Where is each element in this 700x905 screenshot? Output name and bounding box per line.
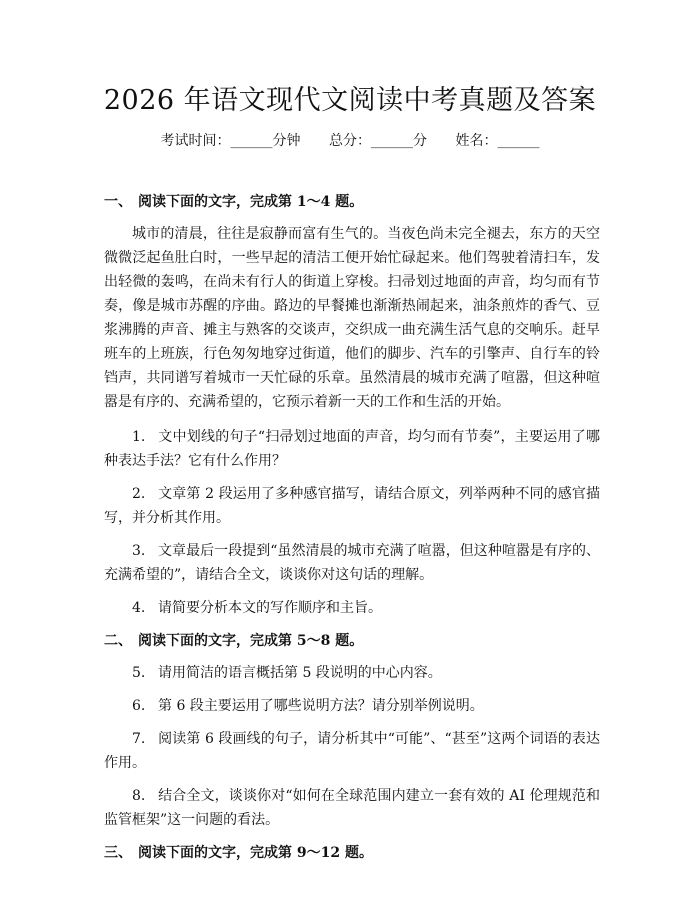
question-text: 文章第 2 段运用了多种感官描写，请结合原文，列举两种不同的感官描写，并分析其作用。 — [104, 486, 600, 526]
question-text: 阅读第 6 段画线的句子，请分析其中“可能”、“甚至”这两个词语的表达作用。 — [104, 731, 600, 771]
exam-time-field: 考试时间：______分钟 — [160, 133, 301, 149]
exam-info-line — [0, 131, 700, 151]
question-text: 结合全文，谈谈你对“如何在全球范围内建立一套有效的 AI 伦理规范和监管框架”这一问题的看法。 — [104, 788, 600, 828]
question-text: 文中划线的句子“扫帚划过地面的声音，均匀而有节奏”，主要运用了哪种表达手法？它有什么作用？ — [104, 429, 600, 469]
question-number: 3. — [132, 543, 146, 559]
question-2 — [104, 482, 600, 530]
question-text: 请用简洁的语言概括第 5 段说明的中心内容。 — [158, 665, 442, 681]
reading-passage-1: 城市的清晨，往往是寂静而富有生气的。当夜色尚未完全褪去，东方的天空微微泛起鱼肚白时，一些早起的清洁工便开始忙碌起来。他们驾驶着清扫车，发出轻微的轰鸣，在尚未有行人的街道上穿梭。扫帚划过地面的声音，均匀而有节奏，像是城市苏醒的序曲。路边的早餐摊也渐渐热闹起来，油条煎炸的香气、豆浆沸腾的声音、摊主与熟客的交谈声，交织成一曲充满生活气息的交响乐。赶早班车的上班族，行色匆匆地穿过街道，他们的脚步、汽车的引擎声、自行车的铃铛声，共同谱写着城市一天忙碌的乐章。虽然清晨的城市充满了喧嚣，但这种喧嚣是有序的、充满希望的，它预示着新一天的工作和生活的开始。 — [104, 226, 600, 410]
section-number: 一、 — [104, 194, 132, 210]
question-4 — [104, 596, 600, 620]
student-name-field: 姓名：______ — [455, 133, 540, 149]
question-number: 4. — [132, 600, 146, 616]
section-number: 二、 — [104, 633, 132, 649]
section-heading-text: 阅读下面的文字，完成第 5～8 题。 — [138, 633, 364, 649]
question-7 — [104, 727, 600, 775]
question-3 — [104, 539, 600, 587]
section-heading-2 — [104, 629, 600, 653]
section-heading-text: 阅读下面的文字，完成第 9～12 题。 — [138, 845, 373, 861]
exam-content — [104, 190, 600, 873]
question-number: 6. — [132, 698, 146, 714]
question-text: 请简要分析本文的写作顺序和主旨。 — [158, 600, 382, 616]
question-8 — [104, 784, 600, 832]
question-number: 7. — [132, 731, 146, 747]
total-score-field: 总分：______分 — [329, 133, 427, 149]
page-title: 2026 年语文现代文阅读中考真题及答案 — [103, 85, 597, 116]
section-heading-1 — [104, 190, 600, 214]
question-6 — [104, 694, 600, 718]
section-heading-3 — [104, 841, 600, 865]
question-number: 8. — [132, 788, 146, 804]
section-heading-text: 阅读下面的文字，完成第 1～4 题。 — [138, 194, 364, 210]
question-text: 文章最后一段提到“虽然清晨的城市充满了喧嚣，但这种喧嚣是有序的、充满希望的”，请结合全文，谈谈你对这句话的理解。 — [104, 543, 600, 583]
question-number: 5. — [132, 665, 146, 681]
question-text: 第 6 段主要运用了哪些说明方法？请分别举例说明。 — [158, 698, 484, 714]
section-number: 三、 — [104, 845, 132, 861]
question-number: 2. — [132, 486, 146, 502]
question-5 — [104, 661, 600, 685]
question-1 — [104, 425, 600, 473]
question-number: 1. — [132, 429, 146, 445]
